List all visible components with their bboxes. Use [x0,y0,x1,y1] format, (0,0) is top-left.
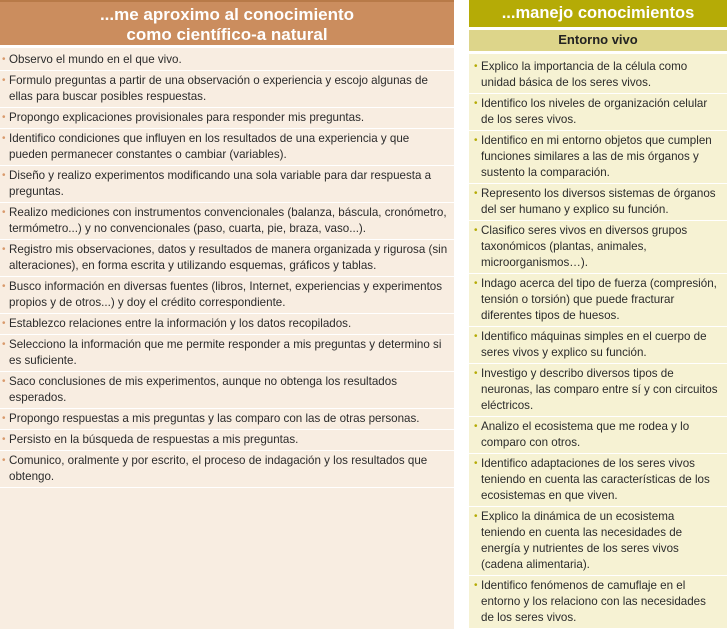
list-item-text: Registro mis observaciones, datos y resultados de manera organizada y rigurosa (sin alteraciones), en forma escrita y utilizando esquemas, gráficos y tablas. [9,243,448,272]
list-item [469,274,727,327]
list-item [0,129,454,166]
list-item-text: Identifico adaptaciones de los seres vivos teniendo en cuenta las características de los ecosistemas en que viven. [481,457,710,502]
list-item-text: Explico la dinámica de un ecosistema teniendo en cuenta las necesidades de energía y nutrientes de los seres vivos (cadena alimentaria). [481,510,683,571]
list-item [469,57,727,94]
list-item [469,221,727,274]
right-column-header: ...manejo conocimientos [469,0,727,27]
bullet-icon: • [2,339,6,350]
bullet-icon: • [474,331,478,342]
bullet-icon: • [2,207,6,218]
list-item-text: Investigo y describo diversos tipos de neuronas, las comparo entre sí y con circuitos eléctricos. [481,367,718,412]
list-item-text: Identifico máquinas simples en el cuerpo de seres vivos y explico su función. [481,330,707,359]
section-subheader: Entorno vivo [469,30,727,51]
bullet-icon: • [2,54,6,65]
bullet-icon: • [474,278,478,289]
list-item-text: Identifico en mi entorno objetos que cumplen funciones similares a las de mis órganos y sustento la comparación. [481,134,712,179]
left-column-header [0,0,454,45]
list-item-text: Observo el mundo en el que vivo. [9,53,182,66]
list-item [0,372,454,409]
list-item-text: Realizo mediciones con instrumentos convencionales (balanza, báscula, cronómetro, termómetro...) y no convencionales (paso, cuarta, pie, braza, vaso...). [9,206,447,235]
bullet-icon: • [474,421,478,432]
list-item-text: Indago acerca del tipo de fuerza (compresión, tensión o torsión) que puede fracturar diferentes tipos de huesos. [481,277,717,322]
list-item [0,409,454,430]
bullet-icon: • [474,135,478,146]
bullet-icon: • [474,580,478,591]
bullet-icon: • [2,170,6,181]
list-item [469,507,727,576]
bullet-icon: • [474,188,478,199]
bullet-icon: • [2,244,6,255]
bullet-icon: • [474,458,478,469]
list-item [0,314,454,335]
left-title-line1: ...me aproximo al conocimiento [99,5,355,24]
list-item [0,335,454,372]
list-item [469,417,727,454]
list-item-text: Diseño y realizo experimentos modificando una sola variable para dar respuesta a preguntas. [9,169,432,198]
bullet-icon: • [2,112,6,123]
list-item [0,240,454,277]
bullet-icon: • [2,318,6,329]
list-item-text: Identifico fenómenos de camuflaje en el entorno y los relaciono con las necesidades de los seres vivos. [481,579,706,624]
bullet-icon: • [2,75,6,86]
list-item-text: Saco conclusiones de mis experimentos, aunque no obtenga los resultados esperados. [9,375,397,404]
list-item-text: Identifico los niveles de organización celular de los seres vivos. [481,97,708,126]
left-item-list [0,48,454,629]
list-item [469,184,727,221]
bullet-icon: • [474,98,478,109]
list-item [0,108,454,129]
knowledge-column [469,0,727,629]
list-item-text: Formulo preguntas a partir de una observación o experiencia y escojo algunas de ellas para buscar posibles respuestas. [9,74,428,103]
bullet-icon: • [474,225,478,236]
list-item [0,50,454,71]
list-item [0,203,454,240]
bullet-icon: • [474,368,478,379]
list-item [469,364,727,417]
bullet-icon: • [2,133,6,144]
list-item [469,131,727,184]
bullet-icon: • [2,376,6,387]
list-item-text: Identifico condiciones que influyen en los resultados de una experiencia y que pueden permanecer constantes o cambiar (variables). [9,132,410,161]
bullet-icon: • [474,61,478,72]
list-item [469,327,727,364]
list-item-text: Clasifico seres vivos en diversos grupos taxonómicos (plantas, animales, microorganismos…). [481,224,688,269]
list-item-text: Represento los diversos sistemas de órganos del ser humano y explico su función. [481,187,716,216]
list-item-text: Selecciono la información que me permite responder a mis preguntas y determino si es suficiente. [9,338,442,367]
right-item-list [469,54,727,629]
left-title-line2: como científico-a natural [126,25,328,44]
list-item [0,277,454,314]
list-item [0,430,454,451]
bullet-icon: • [2,413,6,424]
bullet-icon: • [2,281,6,292]
list-item-text: Explico la importancia de la célula como unidad básica de los seres vivos. [481,60,688,89]
list-item [0,451,454,488]
list-item [469,94,727,131]
bullet-icon: • [2,434,6,445]
list-item [0,71,454,108]
list-item-text: Propongo respuestas a mis preguntas y las comparo con las de otras personas. [9,412,420,425]
list-item-text: Analizo el ecosistema que me rodea y lo comparo con otros. [481,420,690,449]
list-item-text: Comunico, oralmente y por escrito, el proceso de indagación y los resultados que obtengo. [9,454,428,483]
list-item-text: Persisto en la búsqueda de respuestas a mis preguntas. [9,433,299,446]
list-item [469,454,727,507]
list-item [0,166,454,203]
list-item [469,576,727,629]
list-item-text: Establezco relaciones entre la información y los datos recopilados. [9,317,352,330]
list-item-text: Busco información en diversas fuentes (libros, Internet, experiencias y experimentos propios y de otros...) y doy el crédito correspondiente. [9,280,443,309]
bullet-icon: • [2,455,6,466]
bullet-icon: • [474,511,478,522]
list-item-text: Propongo explicaciones provisionales para responder mis preguntas. [9,111,365,124]
